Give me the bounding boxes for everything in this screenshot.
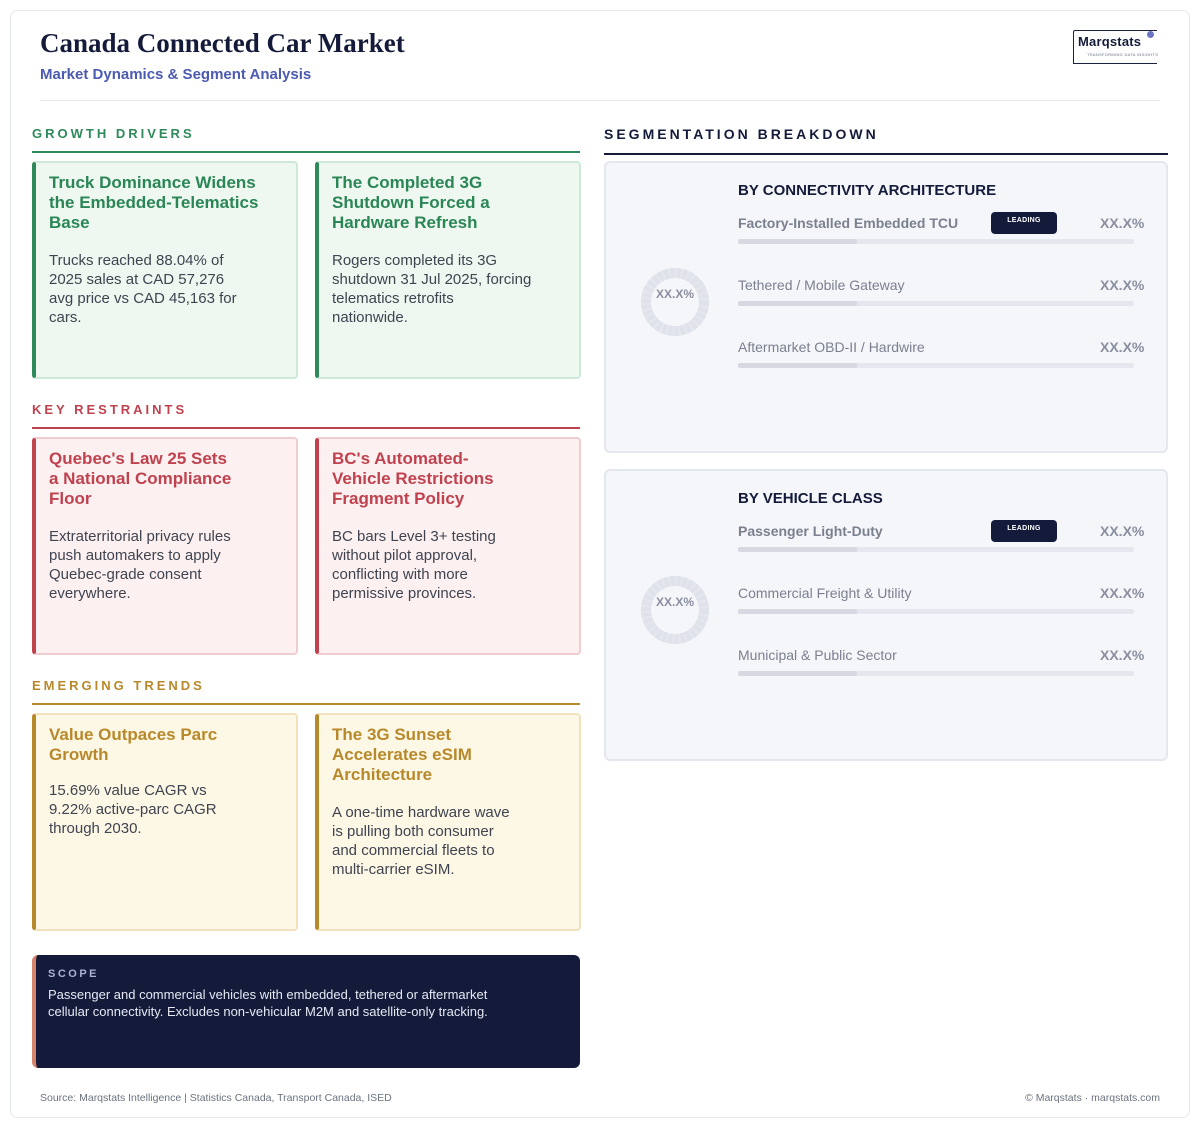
segment-bar — [738, 239, 1134, 244]
card-title: The 3G Sunset Accelerates eSIM Architecture — [332, 725, 472, 784]
segment-bar-fill — [738, 239, 857, 244]
segment-bar — [738, 609, 1134, 614]
logo-dot-icon — [1147, 31, 1154, 38]
segment-bar — [738, 363, 1134, 368]
segment-label: Tethered / Mobile Gateway — [738, 277, 905, 293]
card-body: BC bars Level 3+ testing without pilot approval, conflicting with more permissive provinces. — [332, 528, 496, 602]
header-divider — [40, 100, 1160, 101]
card-body: A one-time hardware wave is pulling both consumer and commercial fleets to multi-carrier eSIM. — [332, 804, 510, 878]
segment-panel-connectivity — [604, 161, 1168, 453]
page-subtitle: Market Dynamics & Segment Analysis — [40, 66, 312, 83]
segment-value: XX.X% — [1100, 277, 1145, 293]
segment-panel-vehicle-class — [604, 469, 1168, 761]
segment-value: XX.X% — [1100, 647, 1145, 663]
donut-chart — [640, 575, 710, 645]
card-title: Truck Dominance Widens the Embedded-Telematics Base — [49, 173, 259, 232]
page-title: Canada Connected Car Market — [40, 28, 405, 58]
leading-badge: LEADING — [991, 520, 1057, 542]
segment-value: XX.X% — [1100, 339, 1145, 355]
segment-label: Factory-Installed Embedded TCU — [738, 215, 959, 231]
segment-bar — [738, 547, 1134, 552]
donut-center-label: XX.X% — [655, 287, 694, 301]
segment-bar-fill — [738, 547, 857, 552]
segment-label: Aftermarket OBD-II / Hardwire — [738, 339, 925, 355]
panel-title: BY CONNECTIVITY ARCHITECTURE — [738, 182, 997, 199]
card-body: Rogers completed its 3G shutdown 31 Jul 2025, forcing telematics retrofits nationwide. — [332, 252, 532, 326]
copyright-footnote: © Marqstats · marqstats.com — [1025, 1092, 1160, 1104]
segment-bar-fill — [738, 609, 857, 614]
card-body: 15.69% value CAGR vs 9.22% active-parc CAGR through 2030. — [49, 782, 217, 837]
segment-bar-fill — [738, 301, 857, 306]
logo-wordmark: Marqstats — [1078, 34, 1142, 49]
segment-label: Commercial Freight & Utility — [738, 585, 912, 601]
trend-card-1 — [32, 713, 298, 931]
scope-box — [32, 955, 580, 1068]
leading-badge: LEADING — [991, 212, 1057, 234]
source-footnote: Source: Marqstats Intelligence | Statistics Canada, Transport Canada, ISED — [40, 1092, 392, 1104]
key-restraints-heading: KEY RESTRAINTS — [32, 402, 580, 429]
scope-label: SCOPE — [48, 968, 100, 980]
growth-drivers-heading: GROWTH DRIVERS — [32, 126, 580, 153]
emerging-trends-heading: EMERGING TRENDS — [32, 678, 580, 705]
segment-bar — [738, 301, 1134, 306]
segment-label: Passenger Light-Duty — [738, 523, 883, 539]
segmentation-heading: SEGMENTATION BREAKDOWN — [604, 126, 1168, 155]
brand-logo — [1073, 30, 1157, 64]
segment-bar-fill — [738, 671, 857, 676]
scope-text: Passenger and commercial vehicles with embedded, tethered or aftermarket cellular connectivity. Excludes non-vehicular M2M and satellite-only tracking. — [48, 987, 488, 1019]
card-body: Trucks reached 88.04% of 2025 sales at CAD 57,276 avg price vs CAD 45,163 for cars. — [49, 252, 237, 326]
card-title: The Completed 3G Shutdown Forced a Hardware Refresh — [332, 173, 490, 232]
segment-label: Municipal & Public Sector — [738, 647, 897, 663]
logo-tagline: TRANSFORMING DATA INSIGHTS — [1087, 52, 1159, 57]
segment-bar — [738, 671, 1134, 676]
growth-card-2 — [315, 161, 581, 379]
segment-value: XX.X% — [1100, 523, 1145, 539]
growth-card-1 — [32, 161, 298, 379]
card-title: Quebec's Law 25 Sets a National Compliance Floor — [49, 449, 232, 508]
panel-title: BY VEHICLE CLASS — [738, 490, 883, 507]
card-body: Extraterritorial privacy rules push automakers to apply Quebec-grade consent everywhere. — [49, 528, 231, 602]
segment-value: XX.X% — [1100, 585, 1145, 601]
restraint-card-1 — [32, 437, 298, 655]
segment-bar-fill — [738, 363, 857, 368]
card-title: Value Outpaces Parc Growth — [49, 725, 218, 764]
trend-card-2 — [315, 713, 581, 931]
segment-value: XX.X% — [1100, 215, 1145, 231]
donut-chart — [640, 267, 710, 337]
restraint-card-2 — [315, 437, 581, 655]
card-title: BC's Automated-Vehicle Restrictions Fragment Policy — [332, 449, 494, 508]
donut-center-label: XX.X% — [655, 595, 694, 609]
